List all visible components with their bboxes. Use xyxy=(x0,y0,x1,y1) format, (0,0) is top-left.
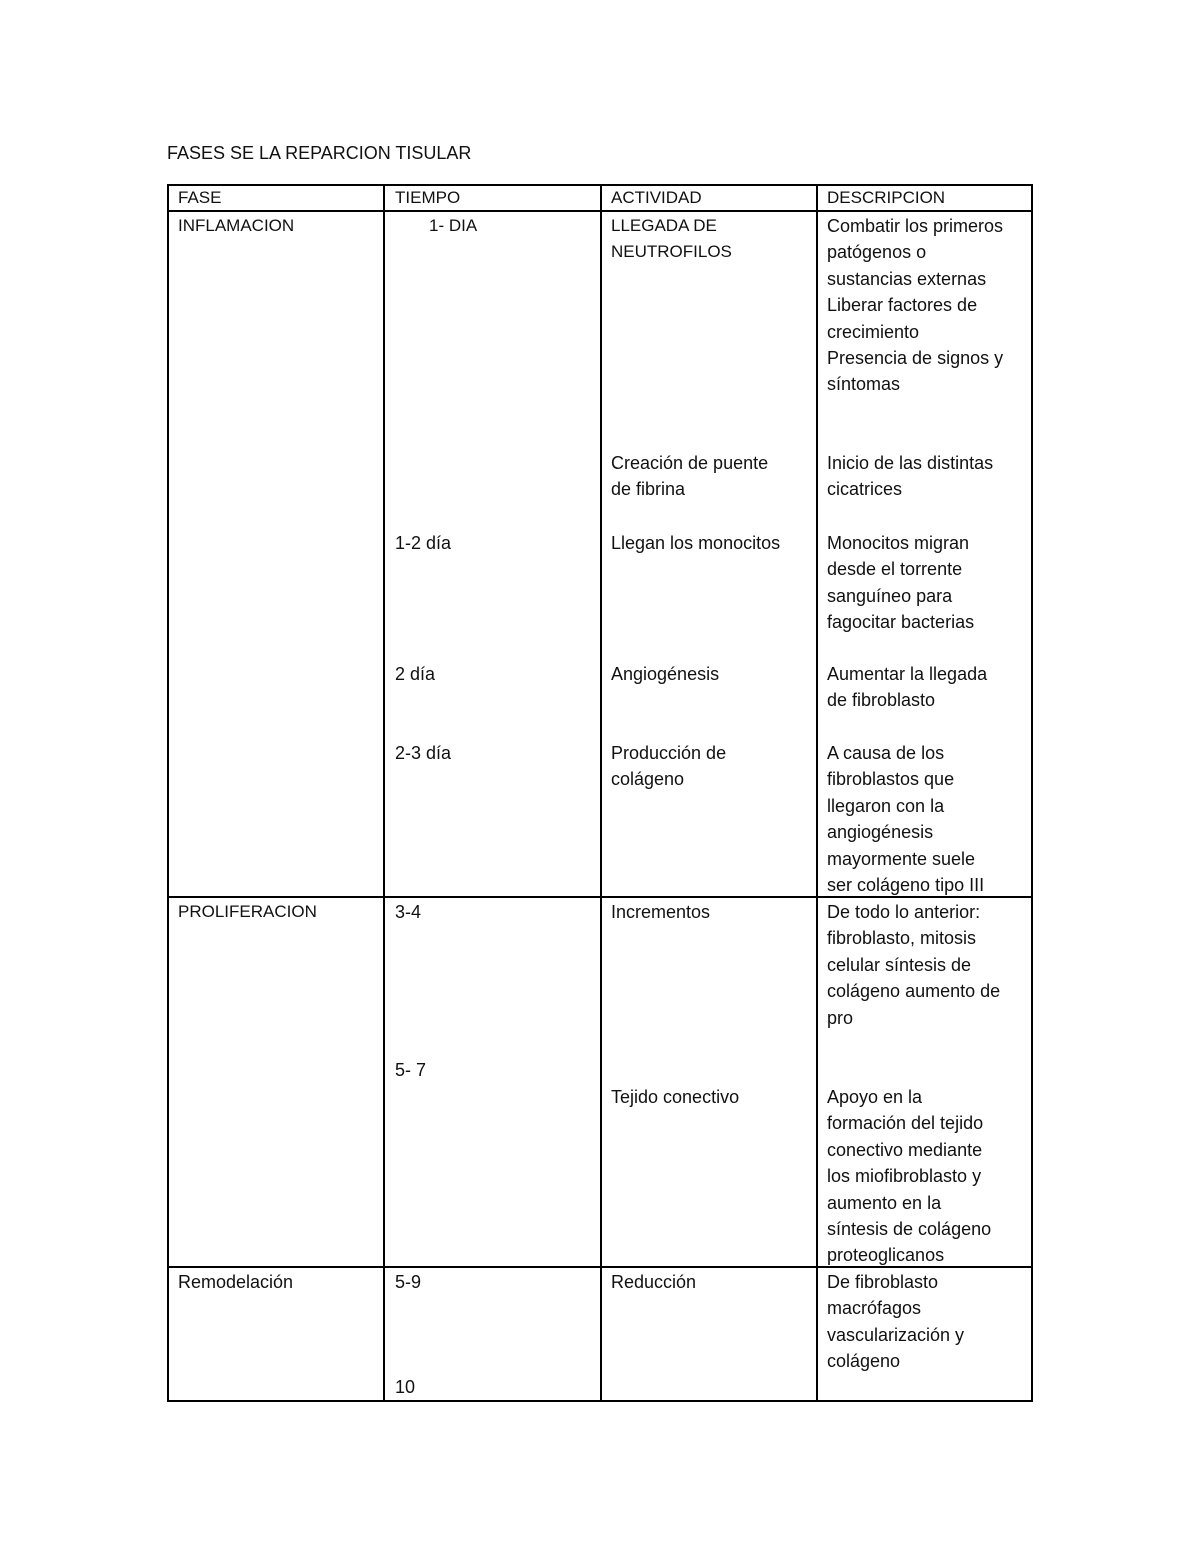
table-border-left xyxy=(167,184,169,1402)
time-inflamacion-3: 1-2 día xyxy=(395,533,452,553)
repair-phases-table xyxy=(167,184,1033,1402)
header-actividad: ACTIVIDAD xyxy=(611,188,702,207)
phase-remodelacion: Remodelación xyxy=(178,1272,294,1292)
description-inflamacion-3: Monocitos migran desde el torrente sanguíneo para fagocitar bacterias xyxy=(827,533,975,633)
description-proliferacion-2: Apoyo en la formación del tejido conectivo mediante los miofibroblasto y aumento en la síntesis de colágeno proteoglicanos xyxy=(827,1087,992,1266)
time-inflamacion-4: 2 día xyxy=(395,664,436,684)
phase-inflamacion: INFLAMACION xyxy=(178,216,295,235)
header-tiempo: TIEMPO xyxy=(395,188,461,207)
activity-proliferacion-1: Incrementos xyxy=(611,902,711,922)
time-inflamacion-1: 1- DIA xyxy=(429,216,478,235)
activity-inflamacion-4: Angiogénesis xyxy=(611,664,720,684)
column-divider-1 xyxy=(383,184,385,1402)
header-fase: FASE xyxy=(178,188,222,207)
description-inflamacion-4: Aumentar la llegada de fibroblasto xyxy=(827,664,988,711)
time-inflamacion-5: 2-3 día xyxy=(395,743,452,763)
description-inflamacion-2: Inicio de las distintas cicatrices xyxy=(827,453,994,500)
time-proliferacion-1: 3-4 xyxy=(395,902,422,922)
description-proliferacion-1: De todo lo anterior: fibroblasto, mitosis celular síntesis de colágeno aumento de pro xyxy=(827,902,1001,1028)
column-divider-3 xyxy=(816,184,818,1402)
header-descripcion: DESCRIPCION xyxy=(827,188,946,207)
time-proliferacion-2: 5- 7 xyxy=(395,1060,427,1080)
activity-inflamacion-2: Creación de puente de fibrina xyxy=(611,453,769,500)
time-remodelacion-1: 5-9 xyxy=(395,1272,422,1292)
activity-inflamacion-1: LLEGADA DE NEUTROFILOS xyxy=(611,216,732,261)
activity-inflamacion-3: Llegan los monocitos xyxy=(611,533,781,553)
description-remodelacion-1: De fibroblasto macrófagos vascularización y colágeno xyxy=(827,1272,965,1372)
table-border-bottom xyxy=(167,1400,1033,1402)
document-title: FASES SE LA REPARCION TISULAR xyxy=(167,143,472,163)
column-divider-2 xyxy=(600,184,602,1402)
activity-inflamacion-5: Producción de colágeno xyxy=(611,743,727,790)
description-inflamacion-1: Combatir los primeros patógenos o sustancias externas Liberar factores de crecimiento Presencia de signos y síntomas xyxy=(827,216,1004,395)
activity-remodelacion-1: Reducción xyxy=(611,1272,697,1292)
table-border-right xyxy=(1031,184,1033,1402)
activity-proliferacion-2: Tejido conectivo xyxy=(611,1087,740,1107)
time-remodelacion-2: 10 xyxy=(395,1377,416,1397)
phase-proliferacion: PROLIFERACION xyxy=(178,902,317,921)
description-inflamacion-5: A causa de los fibroblastos que llegaron con la angiogénesis mayormente suele ser colágeno tipo III xyxy=(827,743,985,896)
